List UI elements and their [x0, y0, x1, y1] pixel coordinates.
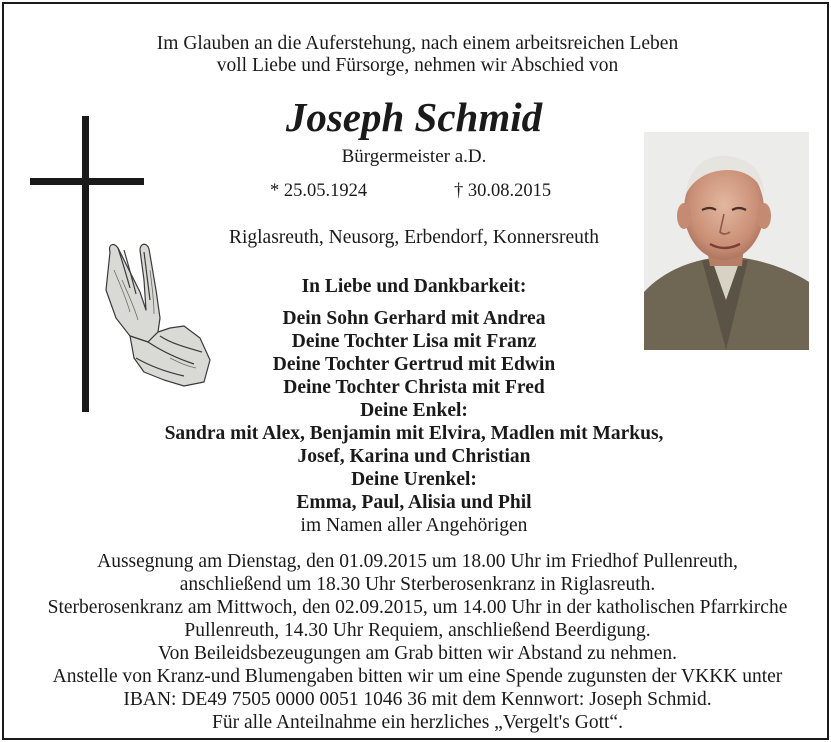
mourner-line: Sandra mit Alex, Benjamin mit Elvira, Madlen mit Markus, — [164, 423, 664, 444]
birth-date: * 25.05.1924 — [270, 181, 368, 201]
mourner-line: Josef, Karina und Christian — [297, 446, 531, 467]
mourners-closing: im Namen aller Angehörigen — [300, 515, 528, 536]
detail-line: Von Beileidsbezeugungen am Grab bitten wir Abstand zu nehmen. — [158, 643, 677, 664]
detail-line: IBAN: DE49 7505 0000 0051 1046 36 mit dem Kennwort: Joseph Schmid. — [123, 689, 712, 710]
service-details — [8, 550, 827, 734]
deceased-name: Joseph Schmid — [285, 94, 543, 140]
praying-hands-icon — [100, 240, 212, 390]
intro-line: Im Glauben an die Auferstehung, nach einem arbeitsreichen Leben — [156, 33, 679, 54]
detail-line: Pullenreuth, 14.30 Uhr Requiem, anschließend Beerdigung. — [184, 620, 651, 641]
mourner-line: Deine Tochter Christa mit Fred — [283, 377, 545, 398]
obituary-notice — [2, 2, 829, 740]
mourners-heading: In Liebe und Dankbarkeit: — [301, 276, 527, 297]
detail-line: Aussegnung am Dienstag, den 01.09.2015 um 18.00 Uhr im Friedhof Pullenreuth, — [97, 551, 738, 572]
mourner-line: Dein Sohn Gerhard mit Andrea — [282, 308, 546, 329]
intro-text — [4, 33, 831, 77]
deceased-title: Bürgermeister a.D. — [341, 146, 487, 167]
mourner-line: Deine Urenkel: — [351, 469, 477, 490]
portrait-photo — [644, 132, 809, 350]
detail-line: anschließend um 18.30 Uhr Sterberosenkranz in Riglasreuth. — [179, 574, 656, 595]
intro-line: voll Liebe und Fürsorge, nehmen wir Abschied von — [216, 55, 619, 76]
places-line: Riglasreuth, Neusorg, Erbendorf, Konnersreuth — [228, 227, 600, 248]
mourner-line: Deine Tochter Lisa mit Franz — [291, 331, 537, 352]
mourner-line: Deine Tochter Gertrud mit Edwin — [272, 354, 556, 375]
mourner-line: Emma, Paul, Alisia und Phil — [296, 492, 532, 513]
detail-line: Sterberosenkranz am Mittwoch, den 02.09.2015, um 14.00 Uhr in der katholischen Pfarrkirche — [47, 597, 788, 618]
detail-line: Für alle Anteilnahme ein herzliches „Vergelt's Gott“. — [212, 712, 623, 733]
death-date: † 30.08.2015 — [454, 181, 552, 201]
mourner-line: Deine Enkel: — [360, 400, 468, 421]
detail-line: Anstelle von Kranz-und Blumengaben bitten wir um eine Spende zugunsten der VKKK unter — [52, 666, 783, 687]
